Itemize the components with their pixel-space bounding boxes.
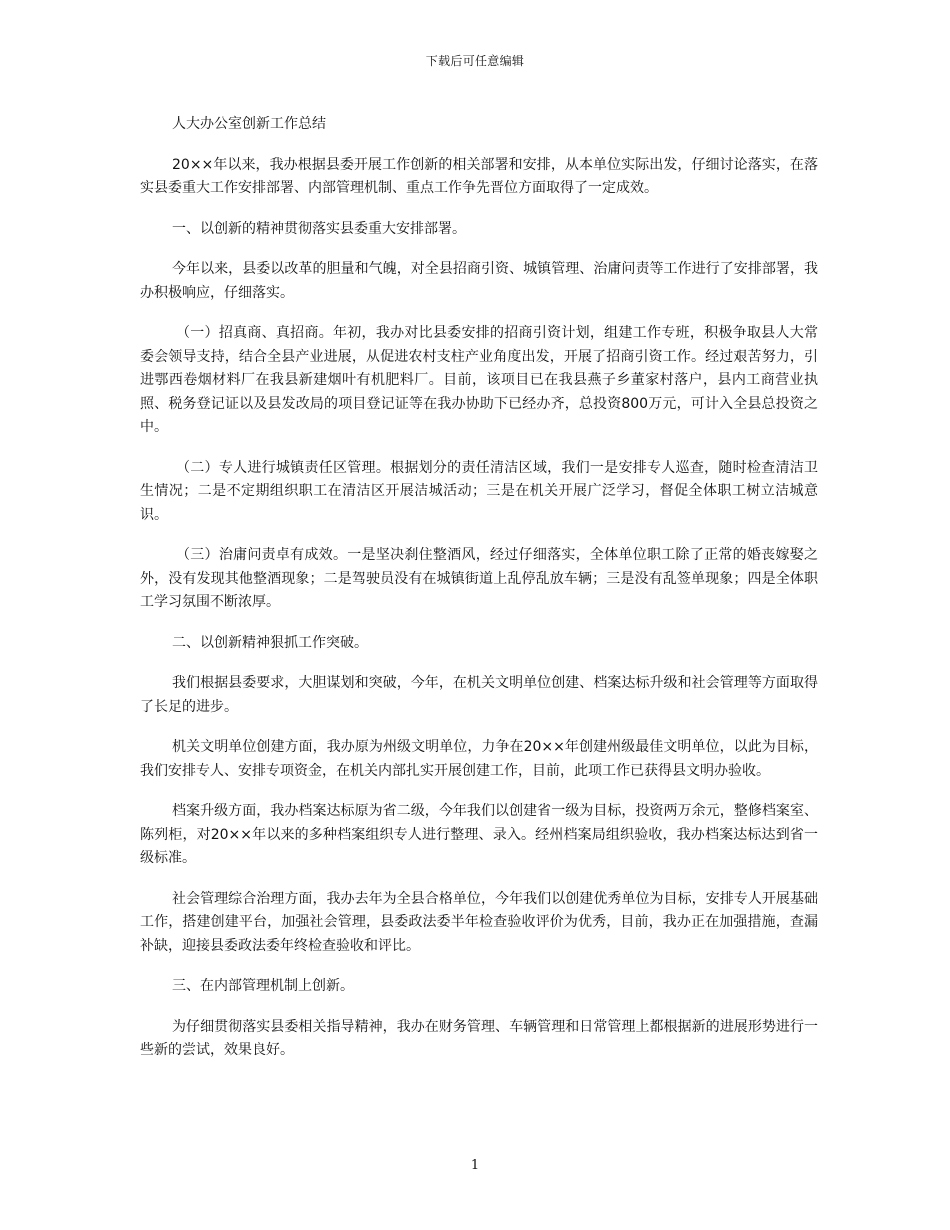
paragraph-item-3: （三）治庸问责卓有成效。一是坚决刹住整酒风，经过仔细落实，全体单位职工除了正常的婚丧嫁娶之外，没有发现其他整酒现象；二是驾驶员没有在城镇街道上乱停乱放车辆；三是没有乱签单现象；四是全体职工学习氛围不断浓厚。 bbox=[140, 547, 818, 610]
paragraph-archives: 档案升级方面，我办档案达标原为省二级，今年我们以创建省一级为目标，投资两万余元，整修档案室、陈列柜，对20××年以来的多种档案组织专人进行整理、录入。经州档案局组织验收，我办档案达标达到省一级标准。 bbox=[140, 803, 818, 866]
section-heading-3: 三、在内部管理机制上创新。 bbox=[172, 978, 354, 994]
paragraph-section-2-intro: 我们根据县委要求，大胆谋划和突破，今年，在机关文明单位创建、档案达标升级和社会管理等方面取得了长足的进步。 bbox=[140, 675, 818, 715]
paragraph-item-2: （二）专人进行城镇责任区管理。根据划分的责任清洁区域，我们一是安排专人巡查，随时检查清洁卫生情况；二是不定期组织职工在清洁区开展洁城活动；三是在机关开展广泛学习，督促全体职工树立洁城意识。 bbox=[140, 459, 818, 523]
paragraph-social-management: 社会管理综合治理方面，我办去年为全县合格单位，今年我们以创建优秀单位为目标，安排专人开展基础工作，搭建创建平台，加强社会管理，县委政法委半年检查验收评价为优秀，目前，我办正在加强措施，查漏补缺，迎接县委政法委年终检查验收和评比。 bbox=[140, 890, 818, 954]
section-heading-1: 一、以创新的精神贯彻落实县委重大安排部署。 bbox=[172, 220, 466, 237]
paragraph-section-3-intro: 为仔细贯彻落实县委相关指导精神，我办在财务管理、车辆管理和日常管理上都根据新的进展形势进行一些新的尝试，效果良好。 bbox=[140, 1018, 818, 1058]
paragraph-item-1: （一）招真商、真招商。年初，我办对比县委安排的招商引资计划，组建工作专班，积极争取县人大常委会领导支持，结合全县产业进展，从促进农村支柱产业角度出发，开展了招商引资工作。经过艰苦努力，引进鄂西卷烟材料厂在我县新建烟叶有机肥料厂。目前，该项目已在我县燕子乡董家村落户，县内工商营业执照、税务登记证以及县发改局的项目登记证等在我办协助下已经办齐，总投资800万元，可计入全县总投资之中。 bbox=[140, 325, 818, 435]
document-title: 人大办公室创新工作总结 bbox=[172, 116, 326, 132]
section-heading-2: 二、以创新精神狠抓工作突破。 bbox=[172, 634, 368, 651]
page-number: 1 bbox=[470, 1158, 480, 1173]
document-body bbox=[140, 113, 818, 1080]
paragraph-civilization: 机关文明单位创建方面，我办原为州级文明单位，力争在20××年创建州级最佳文明单位，以此为目标，我们安排专人、安排专项资金，在机关内部扎实开展创建工作，目前，此项工作已获得县文明办验收。 bbox=[140, 739, 818, 779]
paragraph-section-1-intro: 今年以来，县委以改革的胆量和气魄，对全县招商引资、城镇管理、治庸问责等工作进行了安排部署，我办积极响应，仔细落实。 bbox=[140, 261, 818, 301]
paragraph-intro: 20××年以来，我办根据县委开展工作创新的相关部署和安排，从本单位实际出发，仔细讨论落实，在落实县委重大工作安排部署、内部管理机制、重点工作争先晋位方面取得了一定成效。 bbox=[140, 156, 818, 196]
page-header-note: 下载后可任意编辑 bbox=[425, 54, 525, 68]
